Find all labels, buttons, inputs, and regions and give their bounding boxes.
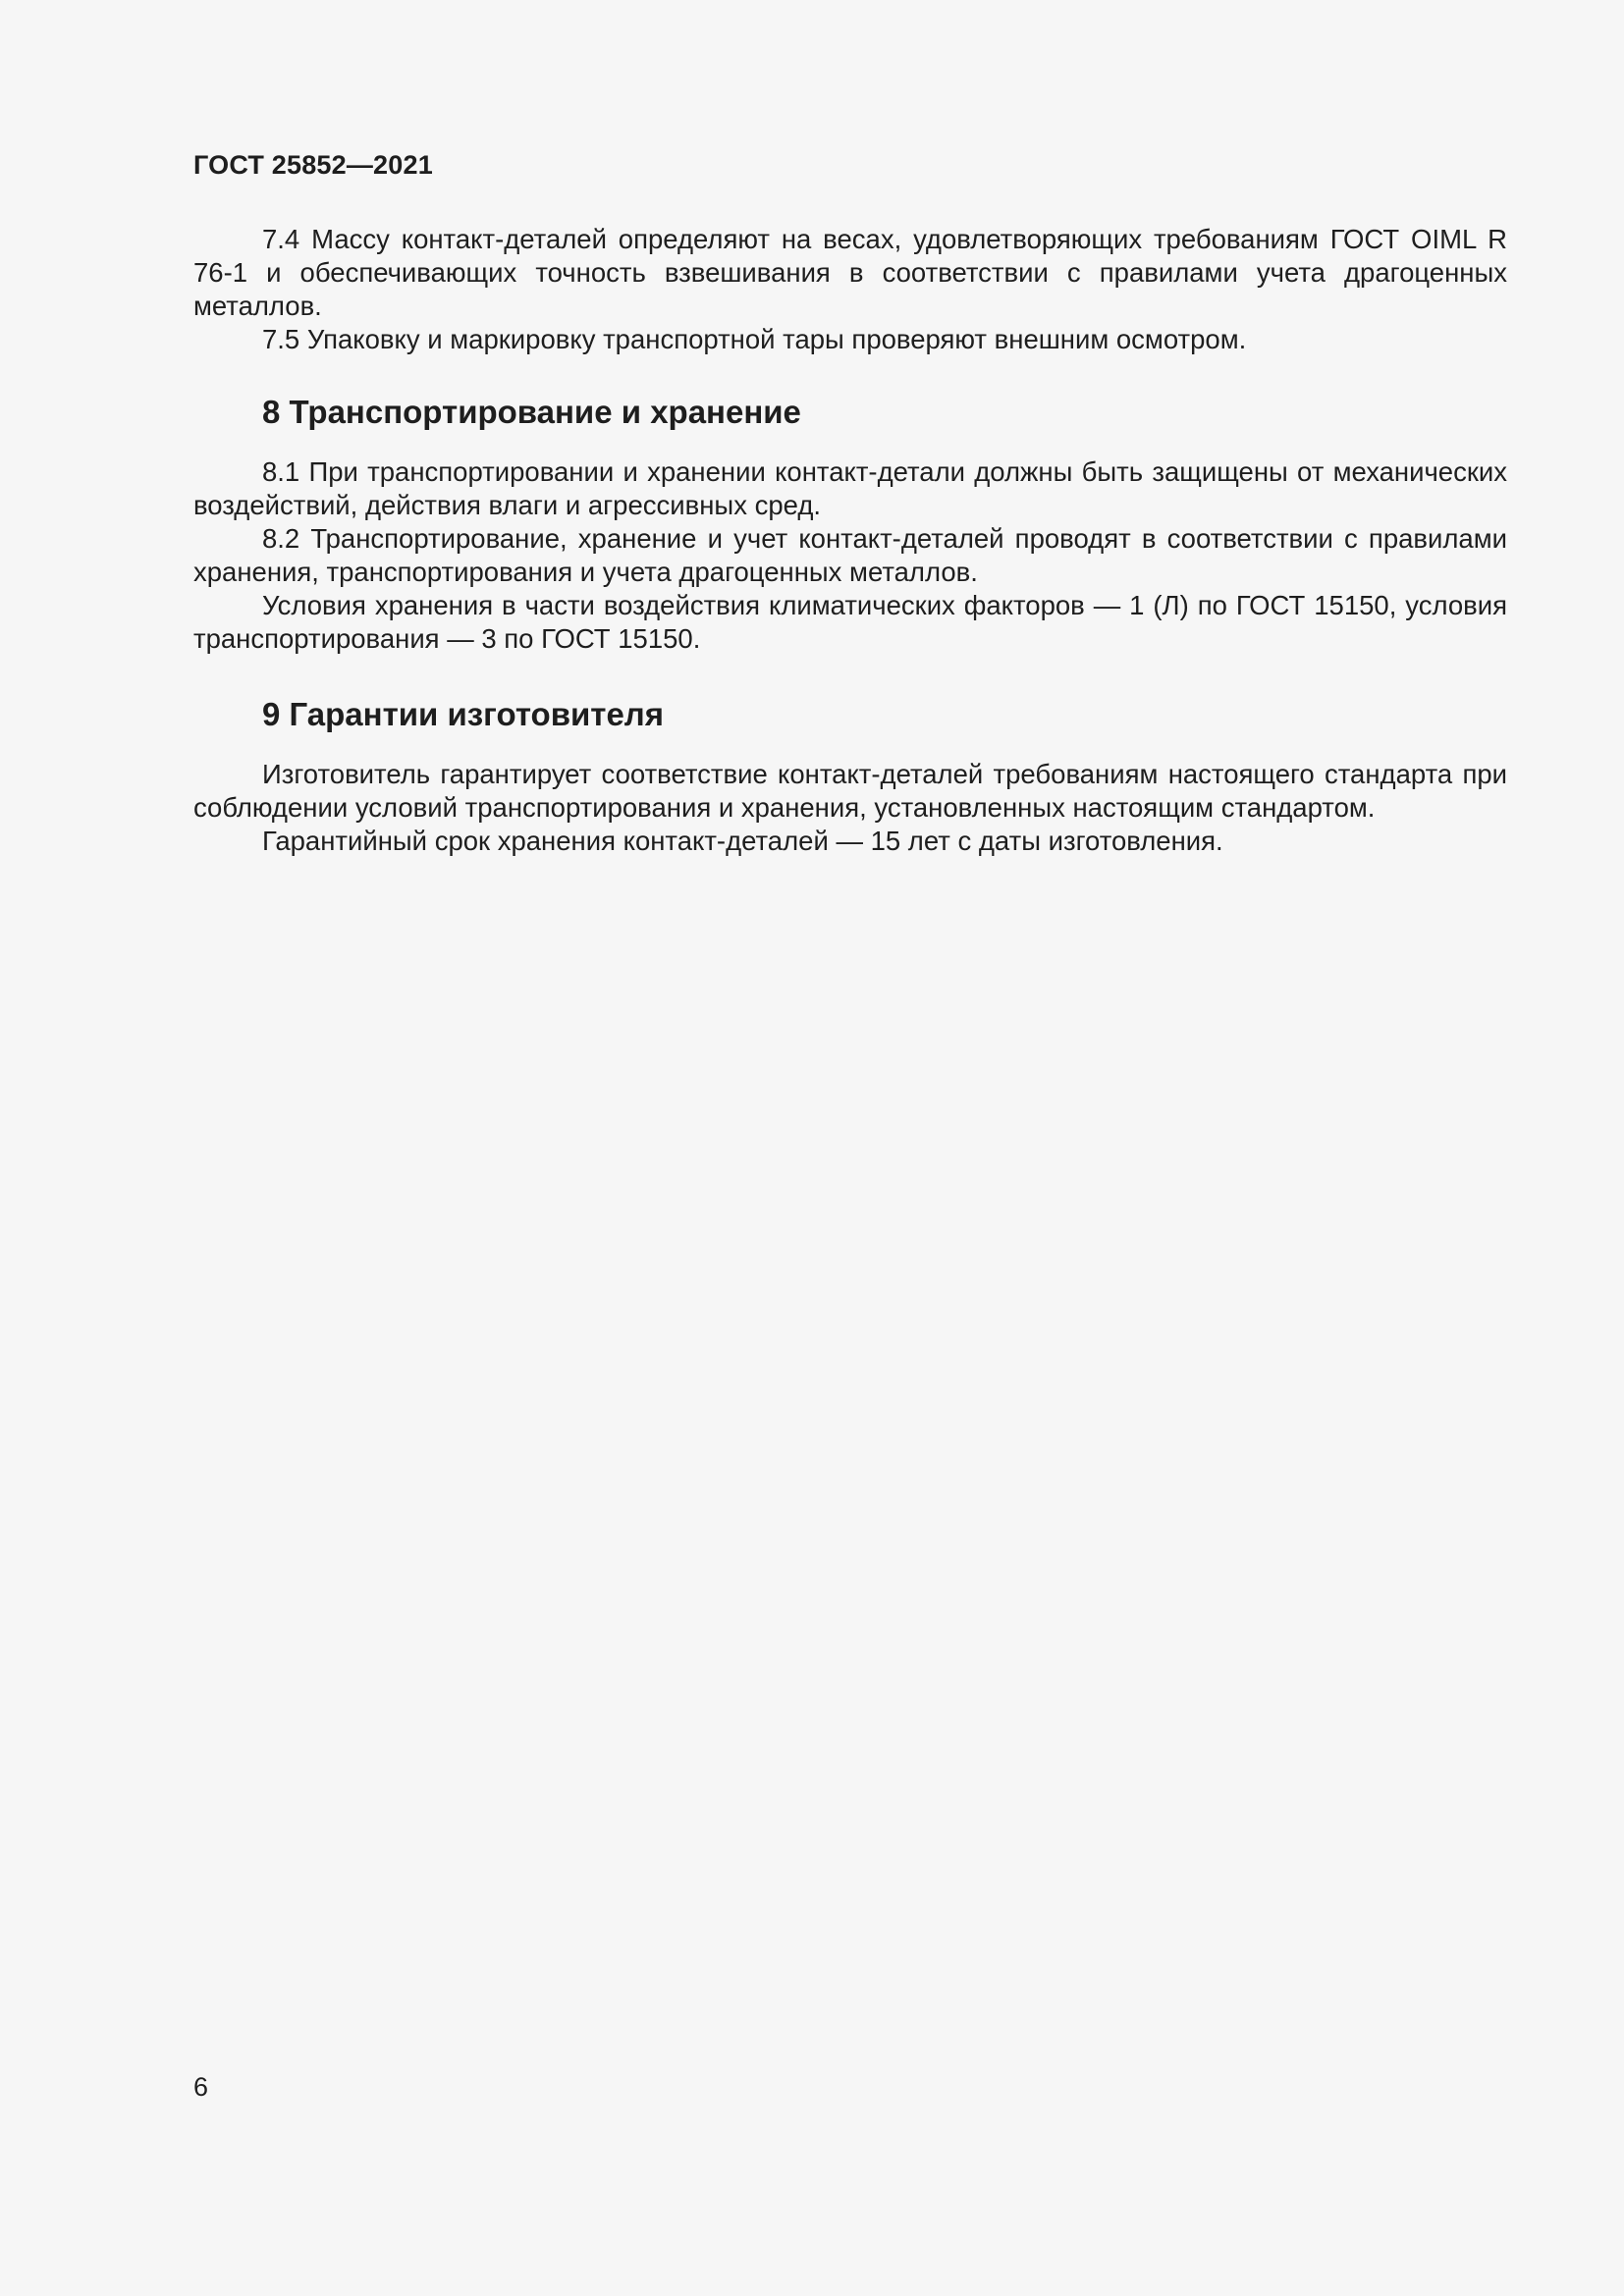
- paragraph-7-4: 7.4 Массу контакт-деталей определяют на весах, удовлетворяющих требованиям ГОСТ OIML R 76-1 и обеспечивающих точность взвешивания в соответствии с правилами учета драгоценных металлов.: [193, 224, 1507, 321]
- document-body: [193, 223, 1507, 858]
- paragraph-7-5: 7.5 Упаковку и маркировку транспортной тары проверяют внешним осмотром.: [262, 324, 1247, 354]
- paragraph-8-2: 8.2 Транспортирование, хранение и учет контакт-деталей проводят в соответствии с правилами хранения, транспортирования и учета драгоценных металлов.: [193, 523, 1507, 587]
- section-8-heading: 8 Транспортирование и хранение: [262, 394, 801, 430]
- section-9-heading: 9 Гарантии изготовителя: [262, 696, 665, 732]
- paragraph-storage-conditions: Условия хранения в части воздействия климатических факторов — 1 (Л) по ГОСТ 15150, условия транспортирования — 3 по ГОСТ 15150.: [193, 590, 1507, 654]
- document-header-code: ГОСТ 25852—2021: [193, 150, 433, 180]
- paragraph-8-1: 8.1 При транспортировании и хранении контакт-детали должны быть защищены от механических воздействий, действия влаги и агрессивных сред.: [193, 456, 1507, 520]
- paragraph-warranty-term: Гарантийный срок хранения контакт-деталей — 15 лет с даты изготовления.: [262, 826, 1223, 856]
- paragraph-guarantee: Изготовитель гарантирует соответствие контакт-деталей требованиям настоящего стандарта при соблюдении условий транспортирования и хранения, установленных настоящим стандартом.: [193, 759, 1507, 823]
- page-number: 6: [193, 2072, 209, 2102]
